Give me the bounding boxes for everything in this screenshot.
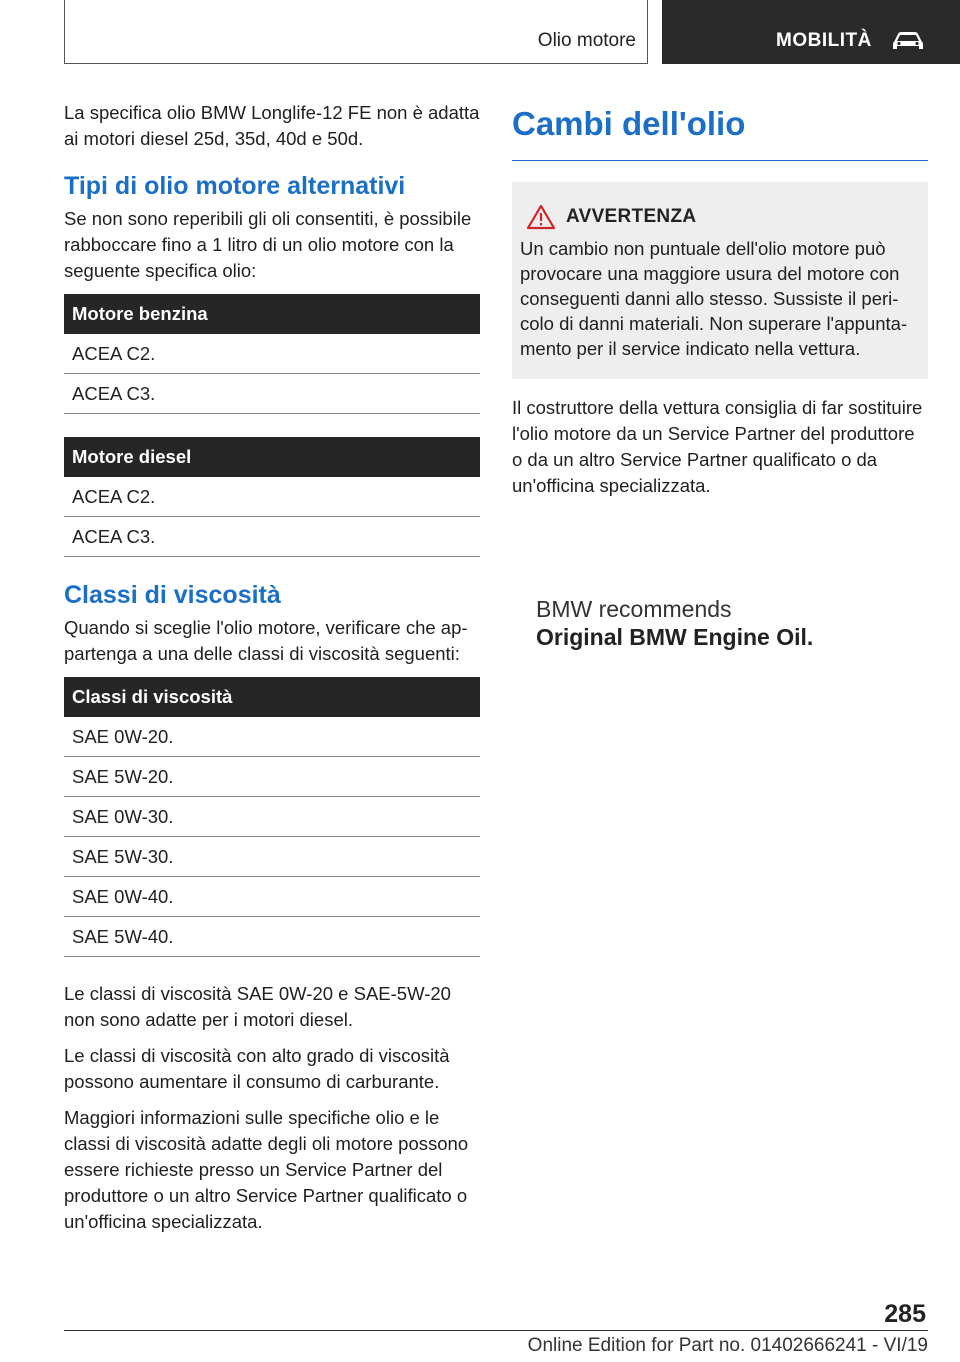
viscosity-table: [64, 677, 480, 957]
table-header: Classi di viscosità: [64, 677, 480, 717]
bmw-oil-recommendation: [512, 595, 928, 651]
table-row: SAE 0W-40.: [64, 877, 480, 917]
car-icon: [890, 29, 926, 53]
table-row: ACEA C3.: [64, 374, 480, 414]
info-note: Maggiori informazioni sulle specifiche olio e le classi di viscosità adatte degli oli motore possono essere richieste presso un Service Partner del produttore o un altro Service Partner qualificato o un'officina specializzata.: [64, 1107, 469, 1232]
table-row: SAE 0W-20.: [64, 717, 480, 757]
table-row: ACEA C2.: [64, 477, 480, 517]
table-row: SAE 5W-20.: [64, 757, 480, 797]
viscosity-heading: Classi di viscosità: [64, 581, 281, 609]
petrol-spec-table: [64, 294, 480, 414]
diesel-spec-table: [64, 437, 480, 557]
table-row: ACEA C2.: [64, 334, 480, 374]
warning-title: AVVERTENZA: [566, 206, 697, 227]
oil-change-heading: Cambi dell'olio: [512, 105, 746, 142]
warning-triangle-icon: [526, 204, 556, 230]
table-row: SAE 5W-30.: [64, 837, 480, 877]
oil-change-text: Il costruttore della vettura consiglia di far sostituire l'olio motore da un Service Partner del produttore o da un altro Service Partner qualificato o da un'officina specializzata.: [512, 397, 923, 496]
warning-box: [512, 182, 928, 379]
header-chapter-label: MOBILITÀ: [776, 30, 872, 51]
heading-divider: [512, 160, 928, 161]
header-section-title: Olio motore: [537, 30, 636, 51]
warning-text: Un cambio non puntuale dell'olio motore può provocare una maggiore usura del motore con conseguenti danni allo stesso. Sussiste il pericolo di danni materiali. Non superare l'appuntamento per il service indicato nella vettura.: [520, 238, 908, 359]
diesel-note: Le classi di viscosità SAE 0W-20 e SAE-5W-20 non sono adatte per i motori diesel.: [64, 983, 451, 1030]
right-column: [512, 100, 928, 651]
viscosity-text: Quando si sceglie l'olio motore, verificare che appartenga a una delle classi di viscosità seguenti:: [64, 617, 468, 664]
footer-divider: [64, 1330, 928, 1331]
intro-text: La specifica olio BMW Longlife-12 FE non è adatta ai motori diesel 25d, 35d, 40d e 50d.: [64, 102, 480, 149]
page-number: 285: [884, 1300, 926, 1328]
recommendation-line1: BMW recommends: [536, 596, 732, 622]
table-row: ACEA C3.: [64, 517, 480, 557]
left-column: [64, 100, 480, 1245]
consumption-note: Le classi di viscosità con alto grado di viscosità possono aumentare il consumo di carburante.: [64, 1045, 450, 1092]
alt-oil-text: Se non sono reperibili gli oli consentiti, è possibile rabboccare fino a 1 litro di un olio motore con la seguente specifica olio:: [64, 208, 472, 281]
table-header: Motore diesel: [64, 437, 480, 477]
recommendation-line2: Original BMW Engine Oil.: [536, 624, 814, 650]
alt-oil-heading: Tipi di olio motore alternativi: [64, 172, 406, 200]
table-row: SAE 5W-40.: [64, 917, 480, 957]
footer-edition: Online Edition for Part no. 01402666241 - VI/19: [527, 1335, 928, 1356]
header-chapter-tab[interactable]: [662, 0, 960, 64]
table-row: SAE 0W-30.: [64, 797, 480, 837]
table-header: Motore benzina: [64, 294, 480, 334]
